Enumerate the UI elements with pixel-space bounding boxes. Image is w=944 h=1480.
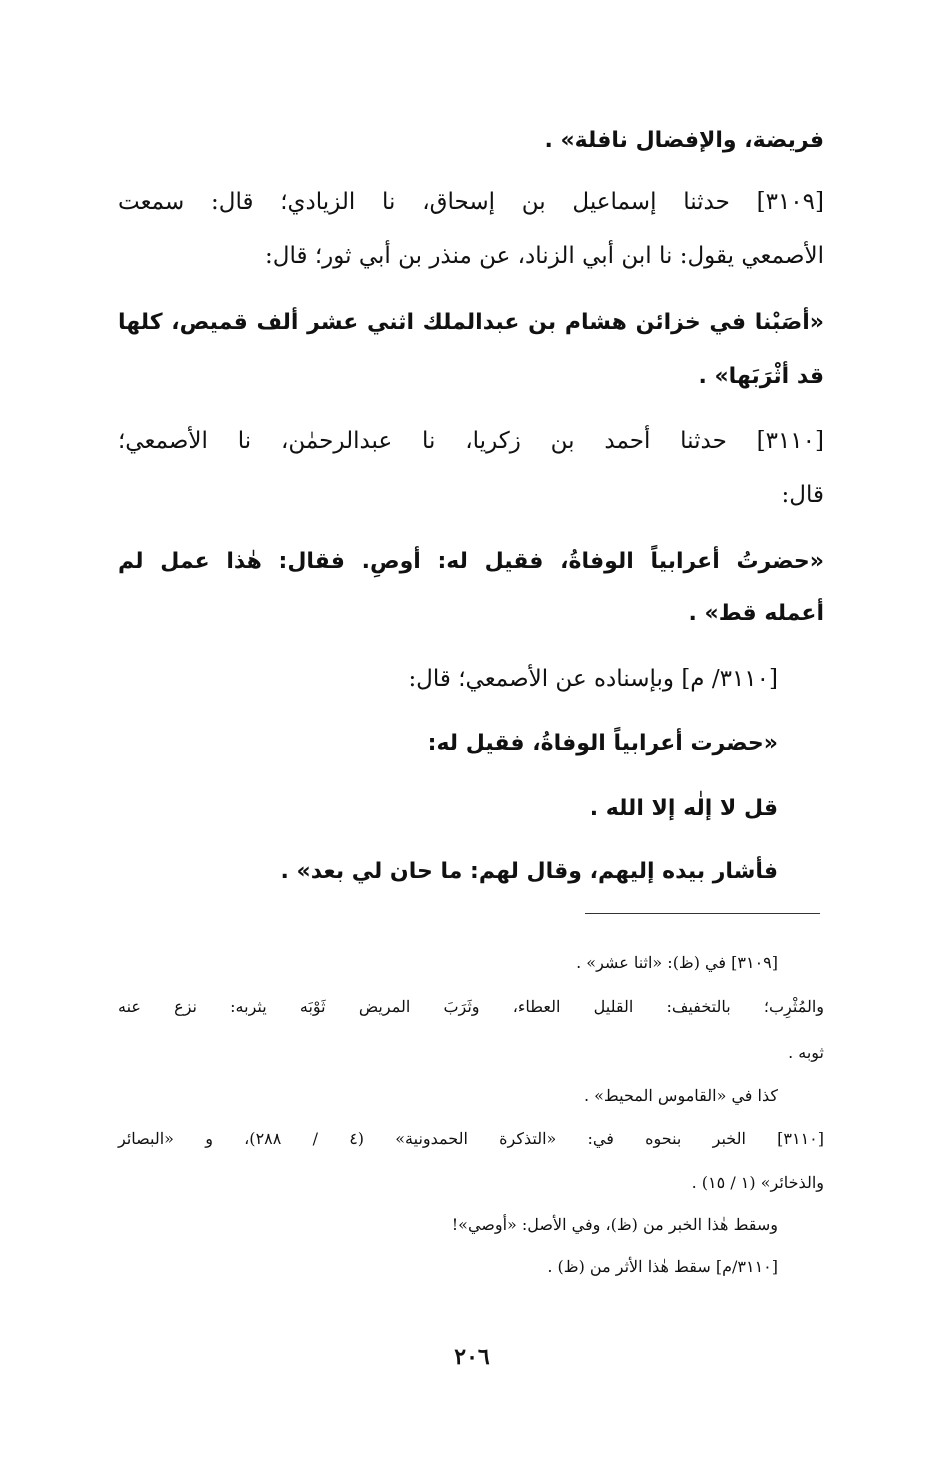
footnote-line: [٣١١٠/م] سقط هٰذا الأثر من (ظ) .	[547, 1257, 778, 1276]
hadith-3110m-line: [٣١١٠/ م] وبإسناده عن الأصمعي؛ قال:	[408, 666, 778, 692]
page-number: ٢٠٦	[454, 1344, 490, 1370]
text-line: فريضة، والإفضال نافلة» .	[544, 128, 824, 153]
footnote-line: [٣١١٠] الخبر بنحوه في: «التذكرة الحمدونية» (٤ / ٢٨٨)، و «البصائر	[118, 1129, 825, 1148]
footnote-divider	[585, 913, 820, 914]
hadith-3109-line-1: [٣١٠٩] حدثنا إسماعيل بن إسحاق، نا الزيادي؛ قال: سمعت	[118, 189, 824, 215]
quote-line: «حضرتُ أعرابياً الوفاةُ، فقيل له: أوصِ. فقال: هٰذا عمل لم	[118, 549, 824, 574]
footnote-line: كذا في «القاموس المحيط» .	[583, 1086, 778, 1105]
quote-line: «أصَبْنا في خزائن هشام بن عبدالملك اثني عشر ألف قميص، كلها	[118, 310, 824, 335]
footnote-line: ثوبه .	[788, 1043, 824, 1062]
quote-line: أعمله قط» .	[688, 601, 824, 626]
hadith-3109-line-2: الأصمعي يقول: نا ابن أبي الزناد، عن منذر بن أبي ثور؛ قال:	[265, 243, 824, 269]
hadith-3110-line-1: [٣١١٠] حدثنا أحمد بن زكريا، نا عبدالرحمٰن، نا الأصمعي؛	[118, 428, 824, 454]
footnote-line: والمُثْرِب؛ بالتخفيف: القليل العطاء، وثَرَبَ المريض ثَوْبَه يثربه: نزع عنه	[118, 997, 824, 1016]
footnote-line: وسقط هٰذا الخبر من (ظ)، وفي الأصل: «أوصي»!	[451, 1215, 778, 1234]
verse-line: قل لا إلٰه إلا الله .	[589, 796, 778, 821]
hadith-3110-line-2: قال:	[781, 482, 824, 508]
verse-line: فأشار بيده إليهم، وقال لهم: ما حان لي بعد» .	[280, 859, 778, 884]
footnote-line: [٣١٠٩] في (ظ): «اثنا عشر» .	[576, 953, 778, 972]
footnote-line: والذخائر» (١ / ١٥) .	[691, 1173, 824, 1192]
quote-line: قد أثْرَبَها» .	[698, 364, 824, 389]
verse-line: «حضرت أعرابياً الوفاةُ، فقيل له:	[427, 731, 778, 756]
